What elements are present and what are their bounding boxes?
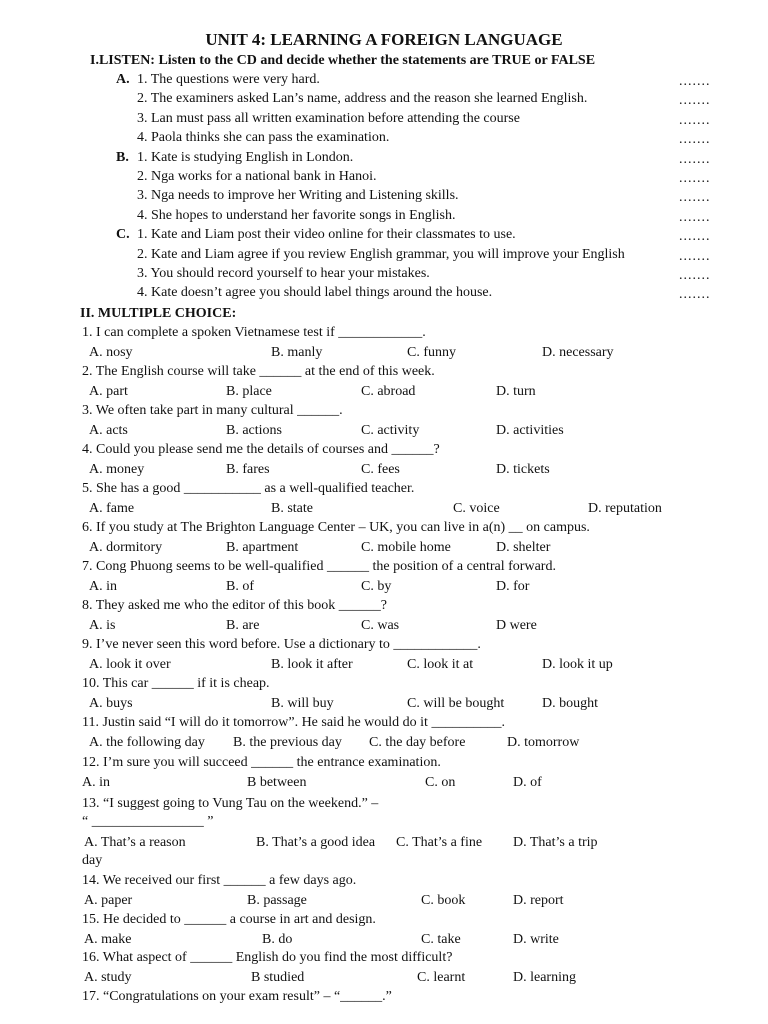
question-text: 16. What aspect of ______ English do you find the most difficult? (82, 950, 453, 965)
answer-option[interactable]: B between (247, 774, 307, 790)
listen-statement: 1. Kate is studying English in London. (137, 149, 354, 165)
answer-option[interactable]: A. buys (89, 695, 133, 711)
answer-blank[interactable]: ....... (679, 171, 711, 186)
listen-statement: 2. Kate and Liam agree if you review English grammar, you will improve your English (137, 246, 625, 262)
answer-option[interactable]: C. look it at (407, 656, 474, 672)
answer-option[interactable]: B. look it after (271, 656, 353, 672)
answer-option[interactable]: D. learning (513, 969, 576, 985)
answer-option[interactable]: B. state (271, 500, 313, 516)
question-text: 8. They asked me who the editor of this book ______? (82, 598, 387, 613)
answer-option[interactable]: B. do (262, 931, 293, 947)
answer-option[interactable]: B. of (226, 578, 254, 594)
answer-blank[interactable]: ....... (679, 248, 711, 264)
answer-option[interactable]: A. part (89, 383, 128, 399)
answer-blank[interactable]: ....... (679, 229, 711, 245)
answer-option[interactable]: B. will buy (271, 695, 334, 711)
answer-option[interactable]: A. in (89, 578, 117, 594)
question-text: 10. This car ______ if it is cheap. (82, 676, 270, 691)
question-text: 12. I’m sure you will succeed ______ the entrance examination. (82, 755, 441, 770)
listen-part-label: A. (116, 72, 130, 87)
listen-part-label: C. (116, 227, 130, 243)
answer-option[interactable]: B. manly (271, 344, 323, 360)
answer-option[interactable]: D. That’s a trip (513, 835, 598, 850)
answer-option[interactable]: C. learnt (417, 969, 466, 985)
answer-option[interactable]: C. will be bought (407, 695, 505, 711)
answer-blank[interactable]: ....... (679, 132, 711, 148)
question-text: 4. Could you please send me the details of courses and ______? (82, 442, 440, 457)
answer-option[interactable]: D. tomorrow (507, 734, 580, 750)
answer-option[interactable]: B. passage (247, 892, 307, 908)
answer-option[interactable]: C. mobile home (361, 539, 451, 555)
answer-option[interactable]: A. in (82, 774, 110, 790)
answer-option[interactable]: B. That’s a good idea (256, 835, 376, 850)
answer-option[interactable]: A. paper (84, 892, 133, 908)
listen-statement: 4. Kate doesn’t agree you should label things around the house. (137, 285, 493, 301)
answer-option[interactable]: C. fees (361, 461, 400, 477)
answer-option[interactable]: A. acts (89, 422, 128, 438)
answer-option[interactable]: A. dormitory (89, 539, 163, 555)
answer-option[interactable]: D. for (496, 578, 530, 594)
answer-blank[interactable]: ....... (679, 268, 711, 283)
answer-option[interactable]: C. That’s a fine (396, 835, 483, 850)
answer-option[interactable]: A. nosy (89, 344, 133, 360)
answer-option[interactable]: A. money (89, 461, 145, 477)
answer-option[interactable]: C. was (361, 617, 400, 633)
answer-option[interactable]: A. is (89, 617, 116, 633)
listen-statement: 4. She hopes to understand her favorite songs in English. (137, 207, 456, 223)
answer-option[interactable]: B studied (251, 969, 305, 985)
answer-option[interactable]: D. look it up (542, 656, 613, 672)
question-text: 14. We received our first ______ a few days ago. (82, 873, 357, 888)
answer-option[interactable]: B. fares (226, 461, 270, 477)
answer-option[interactable]: A. look it over (89, 656, 171, 672)
answer-option[interactable]: B. the previous day (233, 734, 342, 750)
answer-blank[interactable]: ....... (679, 209, 711, 225)
answer-option[interactable]: C. the day before (369, 734, 466, 750)
answer-option[interactable]: B. apartment (226, 539, 299, 555)
answer-option[interactable]: C. abroad (361, 383, 416, 399)
question-text: 17. “Congratulations on your exam result” – “______.” (82, 989, 392, 1004)
answer-option[interactable]: A. That’s a reason (84, 835, 186, 850)
answer-option[interactable]: D were (496, 617, 537, 633)
question-text: 13. “I suggest going to Vung Tau on the weekend.” – (82, 796, 379, 811)
question-text: 15. He decided to ______ a course in art and design. (82, 912, 376, 927)
listen-statement: 3. Nga needs to improve her Writing and Listening skills. (137, 188, 459, 204)
listen-statement: 3. You should record yourself to hear your mistakes. (137, 266, 430, 281)
answer-option[interactable]: D. reputation (588, 500, 662, 516)
page-title: UNIT 4: LEARNING A FOREIGN LANGUAGE (205, 30, 563, 49)
answer-blank[interactable]: ....... (679, 74, 711, 89)
answer-option[interactable]: C. voice (453, 500, 500, 516)
question-text: 1. I can complete a spoken Vietnamese test if ____________. (82, 325, 426, 340)
answer-option[interactable]: A. make (84, 931, 132, 947)
answer-option[interactable]: B. actions (226, 422, 282, 438)
answer-option[interactable]: C. book (421, 892, 466, 908)
answer-option[interactable]: A. study (84, 969, 132, 985)
answer-option[interactable]: B. place (226, 383, 272, 399)
listen-statement: 1. The questions were very hard. (137, 72, 320, 87)
question-text: 5. She has a good ___________ as a well-qualified teacher. (82, 481, 415, 496)
answer-option[interactable]: D. tickets (496, 461, 550, 477)
answer-option[interactable]: D. of (513, 774, 542, 790)
answer-blank[interactable]: ....... (679, 190, 711, 206)
answer-option[interactable]: A. fame (89, 500, 135, 516)
listen-heading: I.LISTEN: Listen to the CD and decide whether the statements are TRUE or FALSE (90, 53, 596, 68)
answer-option[interactable]: D. activities (496, 422, 564, 438)
listen-statement: 3. Lan must pass all written examination before attending the course (137, 110, 520, 126)
listen-statement: 2. The examiners asked Lan’s name, address and the reason she learned English. (137, 91, 588, 107)
question-text: 3. We often take part in many cultural ______. (82, 403, 343, 418)
option-wrap-text: day (82, 853, 103, 868)
answer-blank[interactable]: “ ________________ ” (82, 814, 214, 829)
question-text: 7. Cong Phuong seems to be well-qualified ______ the position of a central forward. (82, 559, 556, 574)
answer-option[interactable]: C. activity (361, 422, 420, 438)
answer-option[interactable]: C. on (425, 774, 456, 790)
answer-option[interactable]: D. bought (542, 695, 598, 711)
answer-option[interactable]: D. write (513, 931, 559, 947)
listen-statement: 1. Kate and Liam post their video online for their classmates to use. (137, 227, 516, 243)
question-text: 6. If you study at The Brighton Language Center – UK, you can live in a(n) __ on campus. (82, 520, 590, 535)
answer-option[interactable]: C. funny (407, 344, 456, 360)
answer-option[interactable]: A. the following day (89, 734, 205, 750)
answer-option[interactable]: D. necessary (542, 344, 614, 360)
question-text: 11. Justin said “I will do it tomorrow”. He said he would do it __________. (82, 715, 505, 730)
answer-option[interactable]: B. are (226, 617, 260, 633)
answer-option[interactable]: D. report (513, 892, 564, 908)
listen-statement: 4. Paola thinks she can pass the examination. (137, 130, 390, 146)
question-text: 2. The English course will take ______ at the end of this week. (82, 364, 435, 379)
answer-option[interactable]: C. by (361, 578, 392, 594)
mc-heading: II. MULTIPLE CHOICE: (80, 306, 237, 321)
answer-blank[interactable]: ....... (679, 287, 711, 303)
answer-option[interactable]: C. take (421, 931, 461, 947)
answer-blank[interactable]: ....... (679, 112, 711, 128)
answer-option[interactable]: D. shelter (496, 539, 551, 555)
answer-blank[interactable]: ....... (679, 151, 711, 167)
answer-option[interactable]: D. turn (496, 383, 536, 399)
answer-blank[interactable]: ....... (679, 93, 711, 109)
listen-statement: 2. Nga works for a national bank in Hanoi. (137, 169, 377, 184)
listen-part-label: B. (116, 149, 129, 165)
question-text: 9. I’ve never seen this word before. Use a dictionary to ____________. (82, 637, 481, 652)
